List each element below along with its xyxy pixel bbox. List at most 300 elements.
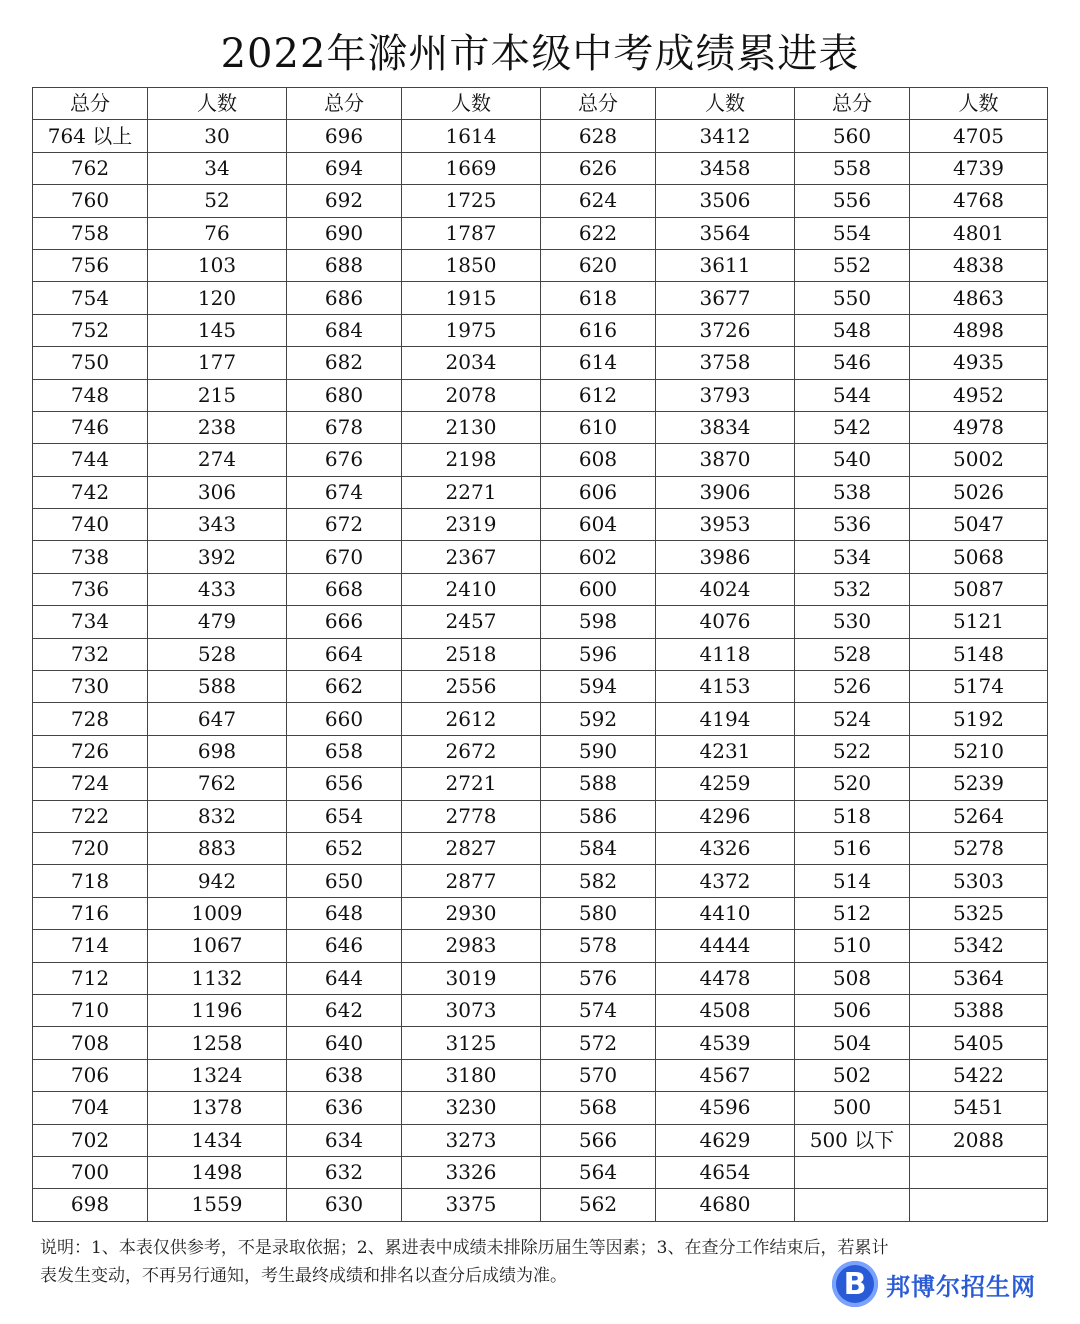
count-cell: 4680 <box>656 1189 795 1221</box>
score-cell: 596 <box>541 638 656 670</box>
score-cell: 534 <box>795 541 910 573</box>
score-cell: 734 <box>33 606 148 638</box>
count-cell: 2457 <box>402 606 541 638</box>
score-cell: 502 <box>795 1059 910 1091</box>
score-cell: 560 <box>795 120 910 152</box>
count-cell: 1196 <box>148 994 287 1026</box>
count-cell: 5002 <box>910 444 1048 476</box>
score-cell: 758 <box>33 217 148 249</box>
score-cell: 634 <box>287 1124 402 1156</box>
watermark-logo <box>832 1258 1072 1310</box>
header-cell: 总分 <box>33 88 148 120</box>
count-cell: 4478 <box>656 962 795 994</box>
score-cell: 660 <box>287 703 402 735</box>
count-cell: 2034 <box>402 347 541 379</box>
count-cell: 4326 <box>656 832 795 864</box>
count-cell: 1850 <box>402 249 541 281</box>
score-cell: 718 <box>33 865 148 897</box>
count-cell: 4539 <box>656 1027 795 1059</box>
table-row <box>33 1027 1048 1059</box>
score-cell: 626 <box>541 152 656 184</box>
count-cell: 1559 <box>148 1189 287 1221</box>
score-cell: 744 <box>33 444 148 476</box>
score-cell: 706 <box>33 1059 148 1091</box>
score-cell: 616 <box>541 314 656 346</box>
table-row <box>33 1189 1048 1221</box>
count-cell: 3834 <box>656 411 795 443</box>
score-cell: 680 <box>287 379 402 411</box>
table-row <box>33 1059 1048 1091</box>
count-cell: 3125 <box>402 1027 541 1059</box>
count-cell: 1434 <box>148 1124 287 1156</box>
score-cell: 760 <box>33 185 148 217</box>
score-cell: 536 <box>795 509 910 541</box>
count-cell: 274 <box>148 444 287 476</box>
count-cell: 177 <box>148 347 287 379</box>
score-cell: 554 <box>795 217 910 249</box>
table-row <box>33 411 1048 443</box>
count-cell: 3506 <box>656 185 795 217</box>
count-cell: 238 <box>148 411 287 443</box>
count-cell: 1324 <box>148 1059 287 1091</box>
score-cell: 606 <box>541 476 656 508</box>
score-cell: 526 <box>795 671 910 703</box>
score-cell: 692 <box>287 185 402 217</box>
score-cell: 580 <box>541 897 656 929</box>
count-cell: 1132 <box>148 962 287 994</box>
count-cell: 3986 <box>656 541 795 573</box>
header-cell: 人数 <box>148 88 287 120</box>
count-cell: 4567 <box>656 1059 795 1091</box>
score-cell: 590 <box>541 735 656 767</box>
count-cell: 2130 <box>402 411 541 443</box>
count-cell: 2078 <box>402 379 541 411</box>
score-cell: 736 <box>33 573 148 605</box>
count-cell: 3180 <box>402 1059 541 1091</box>
count-cell: 5405 <box>910 1027 1048 1059</box>
count-cell: 2518 <box>402 638 541 670</box>
score-cell: 750 <box>33 347 148 379</box>
count-cell: 4801 <box>910 217 1048 249</box>
table-row <box>33 314 1048 346</box>
count-cell: 5451 <box>910 1092 1048 1124</box>
count-cell: 3953 <box>656 509 795 541</box>
score-cell: 566 <box>541 1124 656 1156</box>
score-cell: 650 <box>287 865 402 897</box>
score-cell: 714 <box>33 930 148 962</box>
count-cell: 4024 <box>656 573 795 605</box>
table-row <box>33 735 1048 767</box>
score-cell: 738 <box>33 541 148 573</box>
count-cell: 588 <box>148 671 287 703</box>
score-cell: 588 <box>541 768 656 800</box>
count-cell: 5364 <box>910 962 1048 994</box>
score-cell: 700 <box>33 1156 148 1188</box>
table-row <box>33 930 1048 962</box>
count-cell: 3758 <box>656 347 795 379</box>
count-cell: 3273 <box>402 1124 541 1156</box>
score-cell: 592 <box>541 703 656 735</box>
score-cell: 630 <box>287 1189 402 1221</box>
score-cell: 628 <box>541 120 656 152</box>
score-cell: 638 <box>287 1059 402 1091</box>
table-row <box>33 185 1048 217</box>
count-cell: 4231 <box>656 735 795 767</box>
count-cell: 433 <box>148 573 287 605</box>
score-cell: 570 <box>541 1059 656 1091</box>
note-line: 说明：1、本表仅供参考，不是录取依据；2、累进表中成绩未排除历届生等因素；3、在查分工作结束后，若累计 <box>40 1238 889 1258</box>
table-row <box>33 379 1048 411</box>
count-cell: 479 <box>148 606 287 638</box>
count-cell: 4978 <box>910 411 1048 443</box>
count-cell: 4629 <box>656 1124 795 1156</box>
score-cell: 636 <box>287 1092 402 1124</box>
count-cell: 215 <box>148 379 287 411</box>
table-row <box>33 249 1048 281</box>
count-cell: 3726 <box>656 314 795 346</box>
score-cell: 530 <box>795 606 910 638</box>
count-cell: 1498 <box>148 1156 287 1188</box>
score-cell: 568 <box>541 1092 656 1124</box>
count-cell: 3793 <box>656 379 795 411</box>
score-cell: 504 <box>795 1027 910 1059</box>
count-cell: 4952 <box>910 379 1048 411</box>
table-row <box>33 671 1048 703</box>
score-cell: 582 <box>541 865 656 897</box>
table-header-row <box>33 88 1048 120</box>
table-row <box>33 638 1048 670</box>
count-cell: 1009 <box>148 897 287 929</box>
count-cell: 2672 <box>402 735 541 767</box>
count-cell: 1669 <box>402 152 541 184</box>
count-cell: 145 <box>148 314 287 346</box>
count-cell: 34 <box>148 152 287 184</box>
score-cell: 678 <box>287 411 402 443</box>
table-row <box>33 476 1048 508</box>
score-cell: 532 <box>795 573 910 605</box>
count-cell: 1067 <box>148 930 287 962</box>
score-table <box>32 87 1048 1222</box>
score-cell: 670 <box>287 541 402 573</box>
count-cell: 2877 <box>402 865 541 897</box>
count-cell: 1975 <box>402 314 541 346</box>
count-cell: 4259 <box>656 768 795 800</box>
count-cell: 2319 <box>402 509 541 541</box>
score-cell: 574 <box>541 994 656 1026</box>
count-cell: 3073 <box>402 994 541 1026</box>
count-cell: 4768 <box>910 185 1048 217</box>
score-cell: 756 <box>33 249 148 281</box>
score-cell: 730 <box>33 671 148 703</box>
score-cell: 674 <box>287 476 402 508</box>
score-cell: 748 <box>33 379 148 411</box>
count-cell: 4596 <box>656 1092 795 1124</box>
count-cell: 52 <box>148 185 287 217</box>
score-cell: 646 <box>287 930 402 962</box>
count-cell: 3412 <box>656 120 795 152</box>
table-row <box>33 962 1048 994</box>
score-cell: 720 <box>33 832 148 864</box>
count-cell: 1614 <box>402 120 541 152</box>
score-cell: 666 <box>287 606 402 638</box>
score-cell: 686 <box>287 282 402 314</box>
score-cell: 684 <box>287 314 402 346</box>
count-cell: 942 <box>148 865 287 897</box>
score-cell: 610 <box>541 411 656 443</box>
count-cell <box>910 1156 1048 1188</box>
table-row <box>33 994 1048 1026</box>
note-line: 表发生变动，不再另行通知，考生最终成绩和排名以查分后成绩为准。 <box>40 1266 567 1286</box>
score-cell: 708 <box>33 1027 148 1059</box>
score-cell: 698 <box>33 1189 148 1221</box>
table-row <box>33 152 1048 184</box>
score-cell: 696 <box>287 120 402 152</box>
score-cell: 608 <box>541 444 656 476</box>
score-cell: 652 <box>287 832 402 864</box>
score-cell: 688 <box>287 249 402 281</box>
score-cell: 672 <box>287 509 402 541</box>
score-cell: 664 <box>287 638 402 670</box>
score-cell <box>795 1156 910 1188</box>
count-cell: 5047 <box>910 509 1048 541</box>
count-cell: 2930 <box>402 897 541 929</box>
score-cell: 740 <box>33 509 148 541</box>
score-cell: 500 以下 <box>795 1124 910 1156</box>
table-row <box>33 1092 1048 1124</box>
count-cell: 832 <box>148 800 287 832</box>
brand-name: 邦博尔招生网 <box>886 1272 1036 1301</box>
score-cell: 578 <box>541 930 656 962</box>
score-cell: 510 <box>795 930 910 962</box>
score-cell: 676 <box>287 444 402 476</box>
table-row <box>33 541 1048 573</box>
count-cell: 3564 <box>656 217 795 249</box>
count-cell: 4153 <box>656 671 795 703</box>
count-cell: 4654 <box>656 1156 795 1188</box>
count-cell: 5239 <box>910 768 1048 800</box>
count-cell: 5192 <box>910 703 1048 735</box>
score-cell: 576 <box>541 962 656 994</box>
count-cell: 698 <box>148 735 287 767</box>
score-cell: 618 <box>541 282 656 314</box>
score-cell: 520 <box>795 768 910 800</box>
score-cell: 668 <box>287 573 402 605</box>
count-cell: 4898 <box>910 314 1048 346</box>
score-cell: 702 <box>33 1124 148 1156</box>
table-row <box>33 444 1048 476</box>
count-cell: 883 <box>148 832 287 864</box>
score-cell: 694 <box>287 152 402 184</box>
score-cell: 564 <box>541 1156 656 1188</box>
count-cell: 5174 <box>910 671 1048 703</box>
count-cell: 5148 <box>910 638 1048 670</box>
score-cell: 540 <box>795 444 910 476</box>
score-cell: 544 <box>795 379 910 411</box>
table-row <box>33 1124 1048 1156</box>
count-cell: 5026 <box>910 476 1048 508</box>
count-cell: 2271 <box>402 476 541 508</box>
score-cell: 722 <box>33 800 148 832</box>
score-cell: 746 <box>33 411 148 443</box>
count-cell: 5210 <box>910 735 1048 767</box>
count-cell: 5087 <box>910 573 1048 605</box>
table-row <box>33 800 1048 832</box>
count-cell: 3611 <box>656 249 795 281</box>
score-cell: 724 <box>33 768 148 800</box>
count-cell: 4076 <box>656 606 795 638</box>
brand-logo-icon: B <box>832 1261 878 1307</box>
score-cell: 624 <box>541 185 656 217</box>
score-cell: 690 <box>287 217 402 249</box>
count-cell: 5303 <box>910 865 1048 897</box>
table-row <box>33 703 1048 735</box>
count-cell: 3870 <box>656 444 795 476</box>
count-cell: 2721 <box>402 768 541 800</box>
count-cell: 4372 <box>656 865 795 897</box>
count-cell: 2556 <box>402 671 541 703</box>
score-cell: 516 <box>795 832 910 864</box>
score-cell: 648 <box>287 897 402 929</box>
score-cell: 614 <box>541 347 656 379</box>
score-cell: 558 <box>795 152 910 184</box>
score-cell: 754 <box>33 282 148 314</box>
table-row <box>33 509 1048 541</box>
count-cell: 4838 <box>910 249 1048 281</box>
score-cell: 704 <box>33 1092 148 1124</box>
count-cell: 343 <box>148 509 287 541</box>
count-cell: 4508 <box>656 994 795 1026</box>
count-cell: 306 <box>148 476 287 508</box>
score-cell: 728 <box>33 703 148 735</box>
score-cell: 622 <box>541 217 656 249</box>
count-cell: 2983 <box>402 930 541 962</box>
score-cell: 632 <box>287 1156 402 1188</box>
count-cell: 30 <box>148 120 287 152</box>
count-cell: 2088 <box>910 1124 1048 1156</box>
table-row <box>33 217 1048 249</box>
score-cell: 710 <box>33 994 148 1026</box>
table-row <box>33 606 1048 638</box>
score-cell: 524 <box>795 703 910 735</box>
count-cell: 1725 <box>402 185 541 217</box>
header-cell: 总分 <box>287 88 402 120</box>
score-cell: 542 <box>795 411 910 443</box>
score-cell: 514 <box>795 865 910 897</box>
count-cell: 2778 <box>402 800 541 832</box>
score-cell: 512 <box>795 897 910 929</box>
score-cell: 528 <box>795 638 910 670</box>
score-cell: 552 <box>795 249 910 281</box>
count-cell: 5325 <box>910 897 1048 929</box>
count-cell: 647 <box>148 703 287 735</box>
table-row <box>33 347 1048 379</box>
score-cell: 726 <box>33 735 148 767</box>
score-cell: 538 <box>795 476 910 508</box>
score-cell: 600 <box>541 573 656 605</box>
score-cell: 644 <box>287 962 402 994</box>
count-cell: 762 <box>148 768 287 800</box>
score-cell: 572 <box>541 1027 656 1059</box>
table-row <box>33 573 1048 605</box>
score-cell: 548 <box>795 314 910 346</box>
count-cell: 528 <box>148 638 287 670</box>
score-cell: 562 <box>541 1189 656 1221</box>
count-cell: 2410 <box>402 573 541 605</box>
count-cell: 4296 <box>656 800 795 832</box>
score-cell: 764 以上 <box>33 120 148 152</box>
table-row <box>33 120 1048 152</box>
score-cell: 712 <box>33 962 148 994</box>
table-row <box>33 1156 1048 1188</box>
count-cell: 3458 <box>656 152 795 184</box>
header-cell: 人数 <box>402 88 541 120</box>
count-cell: 5278 <box>910 832 1048 864</box>
count-cell: 5342 <box>910 930 1048 962</box>
score-cell: 742 <box>33 476 148 508</box>
score-cell: 620 <box>541 249 656 281</box>
count-cell: 4118 <box>656 638 795 670</box>
count-cell: 3326 <box>402 1156 541 1188</box>
header-cell: 人数 <box>656 88 795 120</box>
score-cell: 658 <box>287 735 402 767</box>
count-cell: 5422 <box>910 1059 1048 1091</box>
table-row <box>33 282 1048 314</box>
score-cell: 506 <box>795 994 910 1026</box>
score-cell: 556 <box>795 185 910 217</box>
count-cell: 4705 <box>910 120 1048 152</box>
count-cell: 1258 <box>148 1027 287 1059</box>
score-cell: 508 <box>795 962 910 994</box>
count-cell: 5388 <box>910 994 1048 1026</box>
count-cell: 1787 <box>402 217 541 249</box>
score-cell: 762 <box>33 152 148 184</box>
header-cell: 人数 <box>910 88 1048 120</box>
page-title: 2022年滁州市本级中考成绩累进表 <box>220 31 860 77</box>
count-cell: 5264 <box>910 800 1048 832</box>
count-cell: 103 <box>148 249 287 281</box>
score-cell <box>795 1189 910 1221</box>
score-cell: 716 <box>33 897 148 929</box>
count-cell: 3019 <box>402 962 541 994</box>
count-cell: 3375 <box>402 1189 541 1221</box>
score-cell: 522 <box>795 735 910 767</box>
header-cell: 总分 <box>541 88 656 120</box>
count-cell: 1378 <box>148 1092 287 1124</box>
count-cell <box>910 1189 1048 1221</box>
count-cell: 5068 <box>910 541 1048 573</box>
count-cell: 1915 <box>402 282 541 314</box>
score-cell: 598 <box>541 606 656 638</box>
count-cell: 2827 <box>402 832 541 864</box>
count-cell: 2612 <box>402 703 541 735</box>
count-cell: 3230 <box>402 1092 541 1124</box>
count-cell: 5121 <box>910 606 1048 638</box>
score-cell: 602 <box>541 541 656 573</box>
score-cell: 612 <box>541 379 656 411</box>
count-cell: 2198 <box>402 444 541 476</box>
score-cell: 518 <box>795 800 910 832</box>
table-row <box>33 832 1048 864</box>
score-cell: 662 <box>287 671 402 703</box>
count-cell: 4935 <box>910 347 1048 379</box>
table-row <box>33 897 1048 929</box>
count-cell: 3677 <box>656 282 795 314</box>
count-cell: 392 <box>148 541 287 573</box>
count-cell: 120 <box>148 282 287 314</box>
count-cell: 4444 <box>656 930 795 962</box>
count-cell: 2367 <box>402 541 541 573</box>
count-cell: 76 <box>148 217 287 249</box>
